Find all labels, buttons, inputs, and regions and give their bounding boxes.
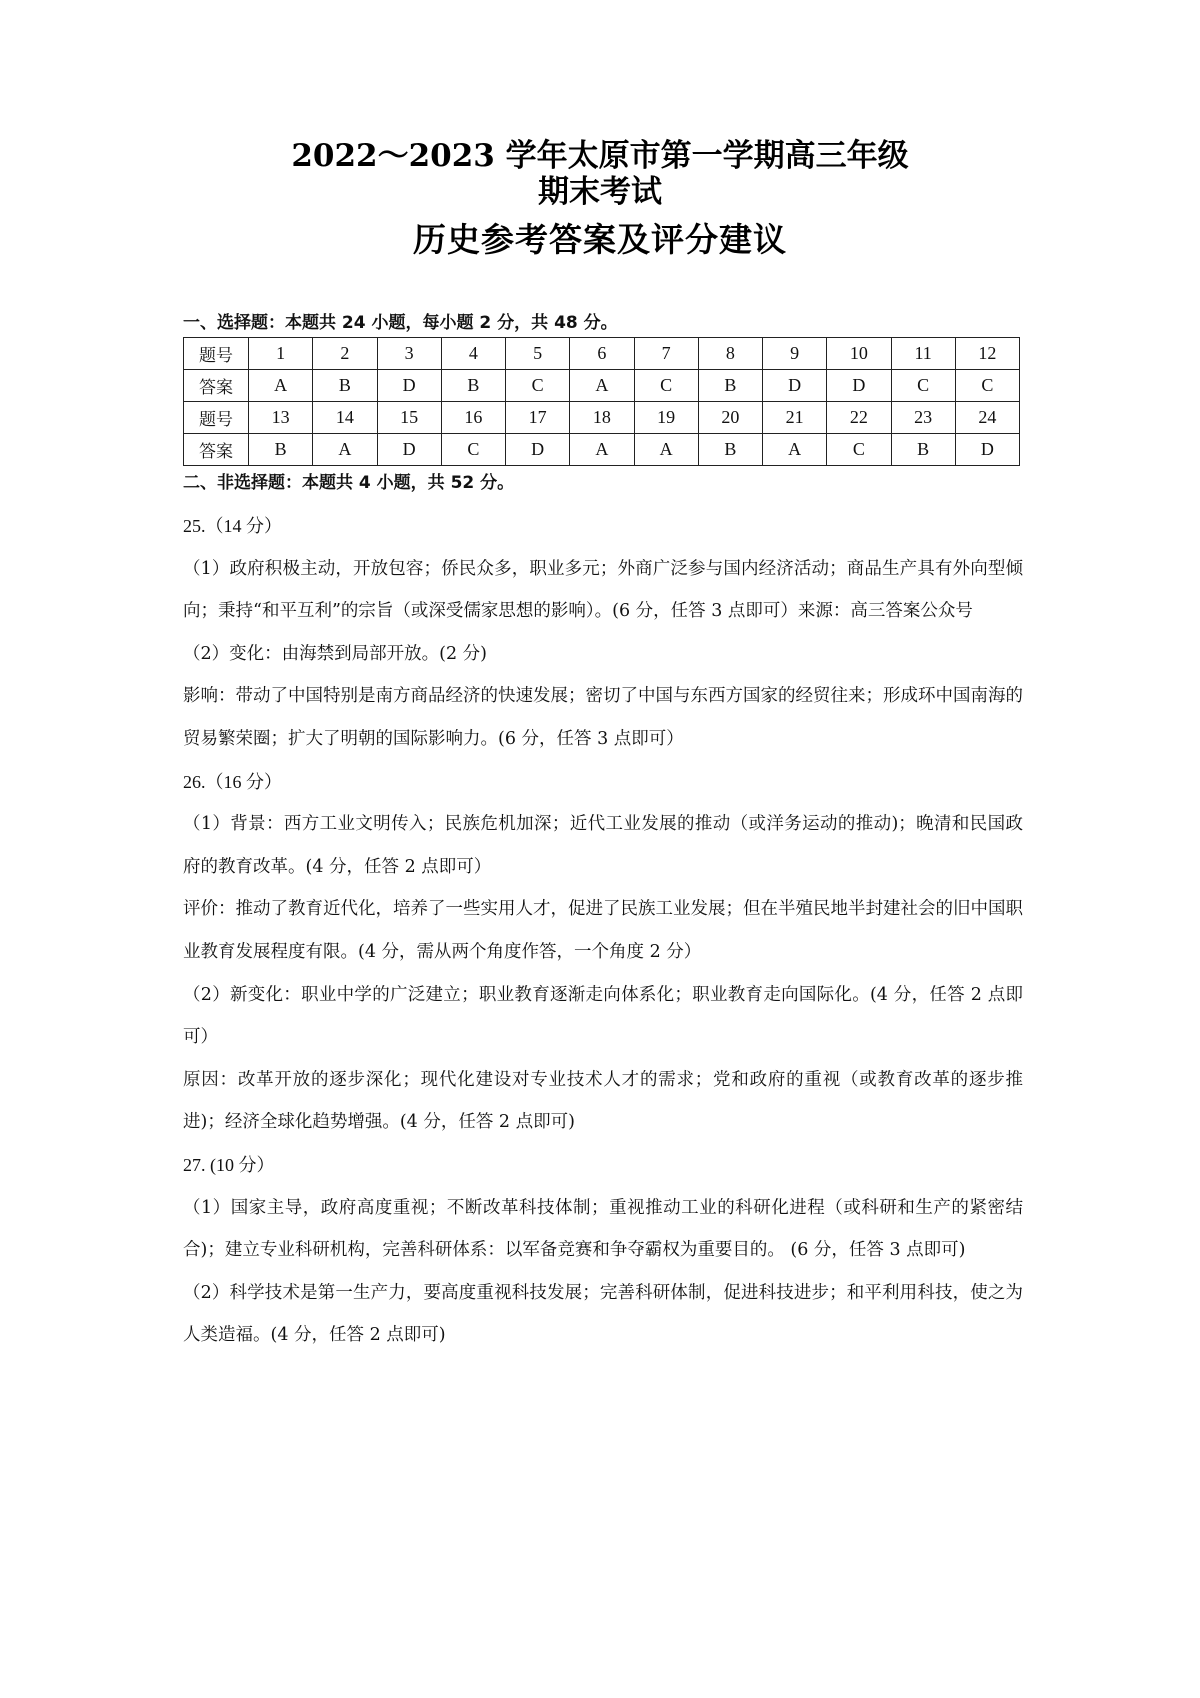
- doc-title-line2: 期末考试: [538, 174, 662, 210]
- table-cell: B: [698, 370, 762, 402]
- table-cell: B: [891, 434, 955, 466]
- table-cell: C: [441, 434, 505, 466]
- section2-heading: 二、非选择题：本题共 4 小题，共 52 分。: [183, 473, 515, 493]
- table-cell: D: [377, 434, 441, 466]
- table-cell: D: [827, 370, 891, 402]
- doc-title-line1: 2022～2023 学年太原市第一学期高三年级: [291, 138, 909, 174]
- table-cell: B: [441, 370, 505, 402]
- table-cell: A: [570, 434, 634, 466]
- table-cell: 17: [506, 402, 570, 434]
- table-cell: 14: [313, 402, 377, 434]
- table-cell: 6: [570, 338, 634, 370]
- table-cell: 22: [827, 402, 891, 434]
- table-row-label: 题号: [184, 402, 249, 434]
- q26-reasons: 原因：改革开放的逐步深化；现代化建设对专业技术人才的需求；党和政府的重视（或教育改革的逐步推进)；经济全球化趋势增强。(4 分，任答 2 点即可): [183, 1069, 1023, 1133]
- q25-header: 25.（14 分）: [183, 516, 282, 536]
- table-row: [184, 370, 1020, 402]
- table-cell: 11: [891, 338, 955, 370]
- table-cell: 23: [891, 402, 955, 434]
- q25-part2: （2）变化：由海禁到局部开放。(2 分): [183, 643, 487, 664]
- table-cell: A: [249, 370, 313, 402]
- table-cell: C: [955, 370, 1019, 402]
- table-cell: C: [506, 370, 570, 402]
- q26-header: 26.（16 分）: [183, 771, 282, 792]
- table-cell: D: [506, 434, 570, 466]
- table-row: [184, 402, 1020, 434]
- table-cell: 20: [698, 402, 762, 434]
- doc-title-line3: 历史参考答案及评分建议: [413, 220, 787, 259]
- table-cell: 1: [249, 338, 313, 370]
- table-cell: C: [891, 370, 955, 402]
- table-row-label: 题号: [184, 338, 249, 370]
- table-cell: 16: [441, 402, 505, 434]
- table-cell: B: [249, 434, 313, 466]
- table-cell: 9: [763, 338, 827, 370]
- answer-body: [183, 505, 1023, 1357]
- table-cell: A: [313, 434, 377, 466]
- table-cell: B: [313, 370, 377, 402]
- table-cell: 8: [698, 338, 762, 370]
- table-row-label: 答案: [184, 434, 249, 466]
- table-row-label: 答案: [184, 370, 249, 402]
- table-row: [184, 338, 1020, 370]
- table-row: [184, 434, 1020, 466]
- table-cell: A: [570, 370, 634, 402]
- table-cell: 10: [827, 338, 891, 370]
- q26-evaluation: 评价：推动了教育近代化，培养了一些实用人才，促进了民族工业发展；但在半殖民地半封建社会的旧中国职业教育发展程度有限。(4 分，需从两个角度作答，一个角度 2 分）: [183, 899, 1023, 962]
- q25-impact: 影响：带动了中国特别是南方商品经济的快速发展；密切了中国与东西方国家的经贸往来；形成环中国南海的贸易繁荣圈；扩大了明朝的国际影响力。(6 分，任答 3 点即可）: [183, 686, 1023, 749]
- table-cell: D: [955, 434, 1019, 466]
- table-cell: 18: [570, 402, 634, 434]
- table-cell: 13: [249, 402, 313, 434]
- q26-new-changes: （2）新变化：职业中学的广泛建立；职业教育逐渐走向体系化；职业教育走向国际化。(4 分，任答 2 点即可）: [183, 984, 1023, 1048]
- q27-part2: （2）科学技术是第一生产力，要高度重视科技发展；完善科研体制，促进科技进步；和平利用科技，使之为人类造福。(4 分，任答 2 点即可): [183, 1282, 1023, 1346]
- table-cell: A: [763, 434, 827, 466]
- table-cell: 5: [506, 338, 570, 370]
- q27-part1: （1）国家主导，政府高度重视；不断改革科技体制；重视推动工业的科研化进程（或科研和生产的紧密结合)；建立专业科研机构，完善科研体系：以军备竞赛和争夺霸权为重要目的。 (6 分，任答 3 点即可): [183, 1197, 1023, 1261]
- table-cell: A: [634, 434, 698, 466]
- q27-header: 27. (10 分）: [183, 1154, 275, 1175]
- table-cell: 7: [634, 338, 698, 370]
- table-cell: C: [634, 370, 698, 402]
- table-cell: C: [827, 434, 891, 466]
- table-cell: 24: [955, 402, 1019, 434]
- q25-part1: （1）政府积极主动，开放包容；侨民众多，职业多元；外商广泛参与国内经济活动；商品生产具有外向型倾向；秉持“和平互利”的宗旨（或深受儒家思想的影响）。(6 分，任答 3 点即可）来源：高三答案公众号: [183, 558, 1023, 622]
- choice-answer-table: [183, 337, 1020, 466]
- q26-background: （1）背景：西方工业文明传入；民族危机加深；近代工业发展的推动（或洋务运动的推动)；晚清和民国政府的教育改革。(4 分，任答 2 点即可）: [183, 814, 1023, 877]
- table-cell: 4: [441, 338, 505, 370]
- table-cell: B: [698, 434, 762, 466]
- table-cell: D: [377, 370, 441, 402]
- table-cell: D: [763, 370, 827, 402]
- table-cell: 12: [955, 338, 1019, 370]
- table-cell: 21: [763, 402, 827, 434]
- table-cell: 3: [377, 338, 441, 370]
- table-cell: 2: [313, 338, 377, 370]
- table-cell: 19: [634, 402, 698, 434]
- table-cell: 15: [377, 402, 441, 434]
- section1-heading: 一、选择题：本题共 24 小题，每小题 2 分，共 48 分。: [183, 313, 618, 333]
